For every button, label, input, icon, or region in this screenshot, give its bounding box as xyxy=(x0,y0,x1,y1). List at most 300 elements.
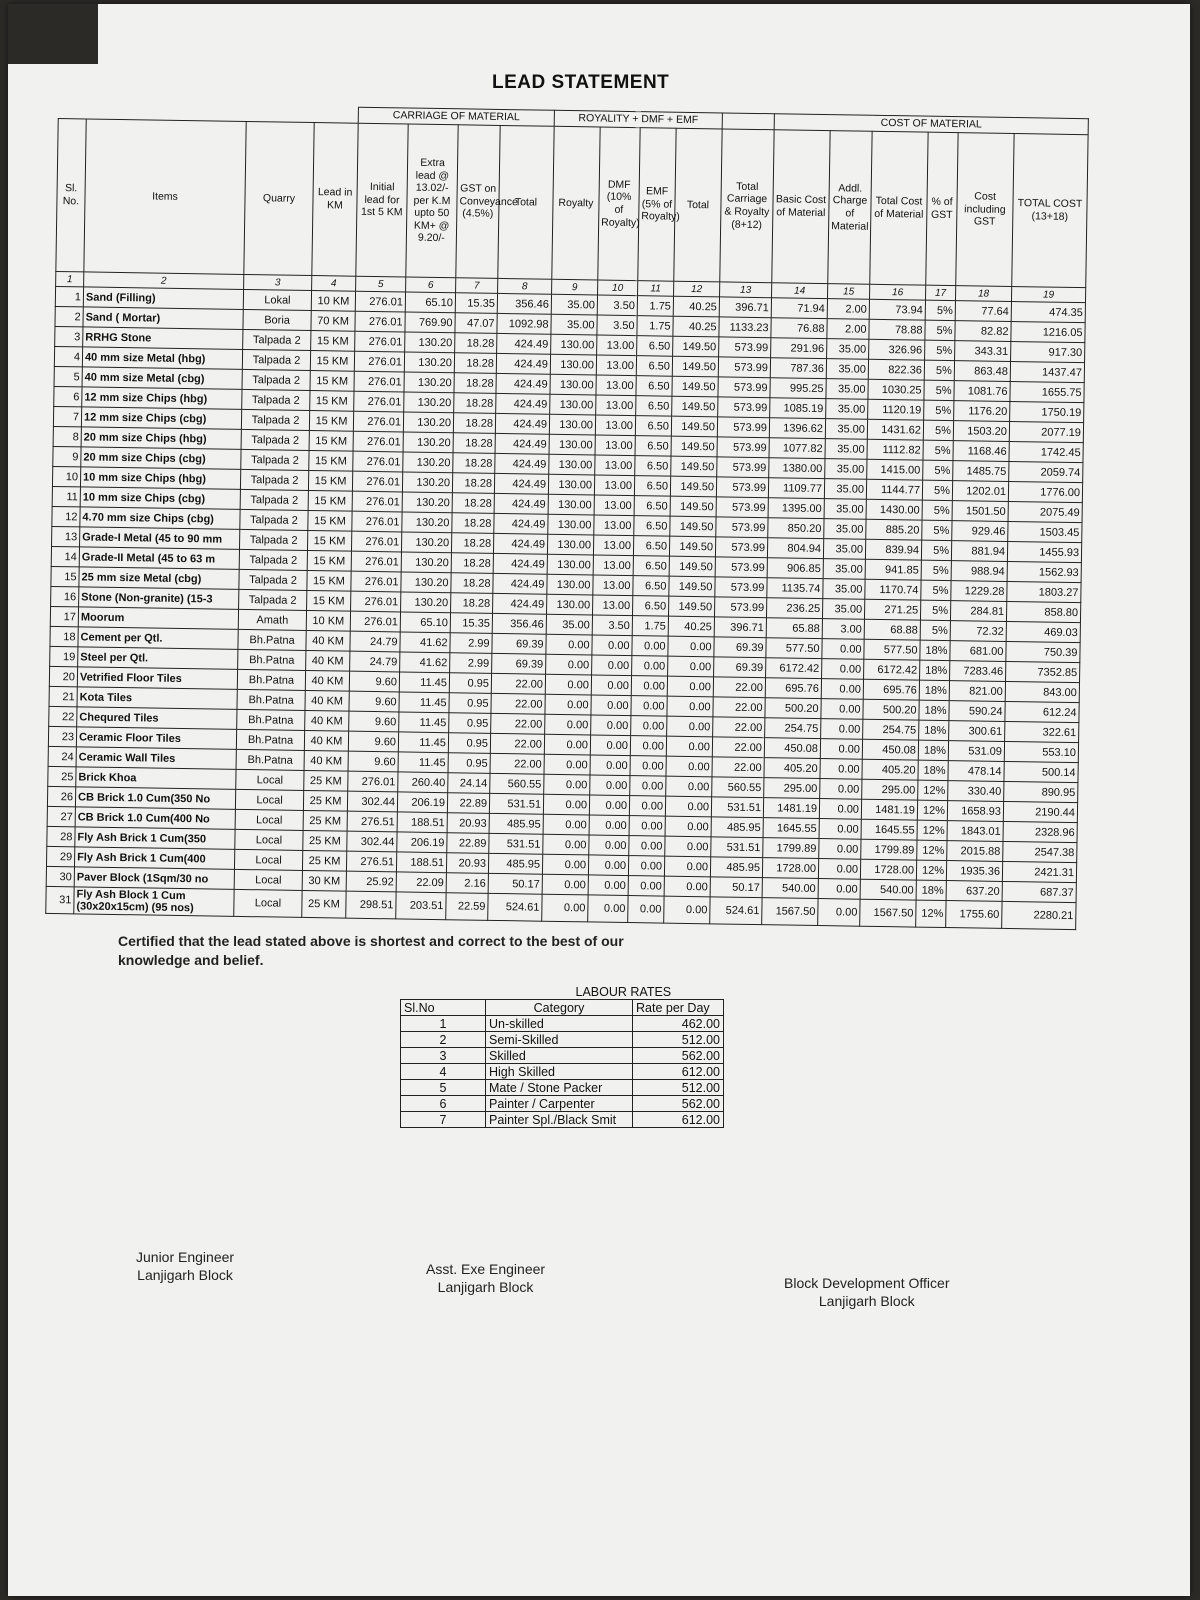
table-cell: 5% xyxy=(925,340,955,360)
table-cell: 1170.74 xyxy=(865,579,921,600)
table-cell: Local xyxy=(236,769,304,790)
table-cell: 9.60 xyxy=(349,711,399,732)
table-cell: Bh.Patna xyxy=(237,669,305,690)
table-cell: 1935.36 xyxy=(946,861,1002,882)
table-cell: 1168.46 xyxy=(953,441,1009,462)
table-cell: 11.45 xyxy=(398,732,448,753)
table-cell: Bh.Patna xyxy=(236,729,304,750)
table-cell: 1645.55 xyxy=(763,818,819,839)
table-cell: 295.00 xyxy=(862,779,918,800)
table-cell: 863.48 xyxy=(954,361,1010,382)
table-cell: 524.61 xyxy=(710,897,762,925)
table-cell: 13.00 xyxy=(594,495,634,516)
column-header: EMF (5% of Royalty) xyxy=(638,128,676,282)
table-cell: 5% xyxy=(921,540,951,560)
table-cell: 573.99 xyxy=(717,437,769,458)
table-cell: 424.49 xyxy=(495,453,549,474)
table-cell: 0.00 xyxy=(630,776,666,797)
table-cell: 149.50 xyxy=(671,416,717,437)
labour-row xyxy=(401,1096,724,1112)
table-cell: 13.00 xyxy=(593,535,633,556)
table-cell: 15 KM xyxy=(308,470,352,491)
table-cell: 130.20 xyxy=(404,392,454,413)
table-cell: 6 xyxy=(54,386,82,406)
table-cell: 25 KM xyxy=(303,830,347,851)
table-cell: 577.50 xyxy=(864,639,920,660)
labour-row xyxy=(401,1112,724,1128)
table-cell: 6.50 xyxy=(635,436,671,457)
table-cell: 531.51 xyxy=(489,793,543,814)
table-cell: 681.00 xyxy=(950,641,1006,662)
table-cell: 35.00 xyxy=(824,519,866,540)
labour-cell: 7 xyxy=(401,1112,486,1128)
table-cell: 35.00 xyxy=(546,614,592,635)
table-cell: 10 KM xyxy=(306,610,350,631)
table-cell: 13.00 xyxy=(596,355,636,376)
table-cell: 612.24 xyxy=(1005,701,1079,722)
table-cell: 573.99 xyxy=(716,477,768,498)
table-cell: 0.00 xyxy=(544,734,590,755)
table-cell: 15 KM xyxy=(309,450,353,471)
table-cell: 40 mm size Metal (cbg) xyxy=(82,367,242,390)
table-cell: 71.94 xyxy=(771,298,827,319)
table-cell: 19 xyxy=(50,646,78,666)
labour-cell: 6 xyxy=(401,1096,486,1112)
table-cell: 40 KM xyxy=(305,670,349,691)
table-cell: 300.61 xyxy=(949,721,1005,742)
table-cell: Talpada 2 xyxy=(239,569,307,590)
table-cell: 531.51 xyxy=(711,797,763,818)
signature-block-development-officer xyxy=(784,1274,949,1310)
table-cell: 0.00 xyxy=(820,759,862,780)
table-cell: 424.49 xyxy=(497,333,551,354)
table-cell: Bh.Patna xyxy=(236,749,304,770)
table-cell: 18.28 xyxy=(454,353,496,374)
table-cell: 30 KM xyxy=(302,870,346,891)
table-cell: 804.94 xyxy=(767,538,823,559)
table-cell: 885.20 xyxy=(866,519,922,540)
labour-row xyxy=(401,1048,724,1064)
column-index: 4 xyxy=(312,276,356,292)
table-cell: 15 KM xyxy=(307,530,351,551)
table-cell: 22.89 xyxy=(447,793,489,814)
table-cell: 276.01 xyxy=(353,411,403,432)
table-cell: 1776.00 xyxy=(1008,481,1082,502)
table-cell: 0.00 xyxy=(545,674,591,695)
table-cell: 3.00 xyxy=(822,619,864,640)
labour-cell: 562.00 xyxy=(633,1048,724,1064)
table-cell: 6172.42 xyxy=(864,659,920,680)
table-cell: 0.00 xyxy=(592,635,632,656)
table-cell: 0.95 xyxy=(448,733,490,754)
table-cell: 20 xyxy=(49,666,77,686)
table-cell: 695.76 xyxy=(863,679,919,700)
table-cell: 18.28 xyxy=(451,573,493,594)
table-cell: 1481.19 xyxy=(763,798,819,819)
table-cell: 130.20 xyxy=(404,372,454,393)
table-cell: 7 xyxy=(53,406,81,426)
table-cell: 0.00 xyxy=(543,814,589,835)
labour-rates-panel xyxy=(400,984,724,1128)
table-cell: Talpada 2 xyxy=(240,489,308,510)
table-cell: 10 mm size Chips (hbg) xyxy=(80,467,240,490)
table-cell: 276.01 xyxy=(352,471,402,492)
table-cell: Local xyxy=(235,829,303,850)
table-cell: 47.07 xyxy=(455,313,497,334)
table-cell: 40.25 xyxy=(668,616,714,637)
table-cell: 0.00 xyxy=(668,636,714,657)
table-cell: 18% xyxy=(919,720,949,740)
table-cell: 0.00 xyxy=(546,634,592,655)
labour-row xyxy=(401,1016,724,1032)
table-cell: 18% xyxy=(916,880,946,900)
table-cell: 0.00 xyxy=(542,854,588,875)
table-cell: 130.00 xyxy=(550,394,596,415)
table-cell: 12% xyxy=(918,780,948,800)
table-cell: 906.85 xyxy=(767,558,823,579)
column-index: 8 xyxy=(498,278,552,294)
table-cell: 254.75 xyxy=(863,719,919,740)
table-cell: 995.25 xyxy=(770,378,826,399)
table-cell: 260.40 xyxy=(398,772,448,793)
table-cell: Grade-II Metal (45 to 63 m xyxy=(79,547,239,570)
table-cell: 0.00 xyxy=(543,794,589,815)
table-cell: 130.00 xyxy=(549,434,595,455)
table-cell: 18.28 xyxy=(455,333,497,354)
table-cell: 822.36 xyxy=(868,359,924,380)
table-cell: 0.00 xyxy=(819,839,861,860)
table-cell: 130.20 xyxy=(401,532,451,553)
table-cell: 130.00 xyxy=(548,514,594,535)
table-cell: 17 xyxy=(50,606,78,626)
table-cell: 0.00 xyxy=(629,816,665,837)
royalty-group-header: ROYALITY + DMF + EMF xyxy=(554,110,722,129)
table-cell: 5% xyxy=(924,400,954,420)
signature-office: Lanjigarh Block xyxy=(818,1293,915,1310)
table-cell: 276.51 xyxy=(346,851,396,872)
table-cell: 35.00 xyxy=(825,439,867,460)
signature-office: Lanjigarh Block xyxy=(437,1279,534,1296)
table-cell: 276.01 xyxy=(355,291,405,312)
table-cell: 1799.89 xyxy=(861,839,917,860)
table-cell: 276.51 xyxy=(347,811,397,832)
table-cell: 302.44 xyxy=(347,791,397,812)
table-cell: 1.75 xyxy=(637,296,673,317)
table-cell: 18% xyxy=(918,760,948,780)
column-header: Basic Cost of Material xyxy=(772,130,830,284)
table-cell: 0.00 xyxy=(664,876,710,897)
labour-cell: 512.00 xyxy=(633,1080,724,1096)
column-header: Initial lead for 1st 5 KM xyxy=(356,123,408,277)
table-cell: 40 KM xyxy=(305,690,349,711)
table-cell: 1503.20 xyxy=(953,421,1009,442)
table-cell: 12% xyxy=(917,840,947,860)
table-cell: 0.00 xyxy=(667,696,713,717)
table-cell: 130.20 xyxy=(401,592,451,613)
table-cell: 2015.88 xyxy=(947,841,1003,862)
table-cell: 0.00 xyxy=(668,656,714,677)
table-cell: 356.46 xyxy=(492,613,546,634)
labour-row xyxy=(401,1080,724,1096)
table-cell: Ceramic Wall Tiles xyxy=(76,747,236,770)
column-header: Total xyxy=(674,128,722,282)
table-cell: 18.28 xyxy=(452,493,494,514)
table-cell: 15 KM xyxy=(309,410,353,431)
lead-statement-table xyxy=(45,102,1089,930)
table-cell: Brick Khoa xyxy=(76,767,236,790)
table-cell: 11.45 xyxy=(399,692,449,713)
table-cell: 424.49 xyxy=(494,473,548,494)
table-cell: 2280.21 xyxy=(1002,901,1076,929)
table-cell: 25 KM xyxy=(303,810,347,831)
table-cell: 485.95 xyxy=(710,857,762,878)
table-cell: 6.50 xyxy=(634,476,670,497)
table-cell: 6.50 xyxy=(633,556,669,577)
table-cell: 2.99 xyxy=(450,633,492,654)
table-cell: 988.94 xyxy=(951,561,1007,582)
table-cell: 18.28 xyxy=(452,513,494,534)
table-cell: 5% xyxy=(921,560,951,580)
table-cell: 9.60 xyxy=(349,691,399,712)
table-cell: 424.49 xyxy=(494,493,548,514)
table-cell: 0.95 xyxy=(449,713,491,734)
table-cell: 15 xyxy=(51,566,79,586)
table-cell: Ceramic Floor Tiles xyxy=(76,727,236,750)
table-cell: 524.61 xyxy=(488,893,542,921)
table-cell: 50.17 xyxy=(710,877,762,898)
table-cell: 130.20 xyxy=(402,512,452,533)
column-index: 5 xyxy=(356,276,406,292)
table-cell: 326.96 xyxy=(869,339,925,360)
labour-rates-table xyxy=(400,984,724,1128)
table-cell: 2077.19 xyxy=(1009,421,1083,442)
table-cell: 0.00 xyxy=(665,816,711,837)
table-cell: 6.50 xyxy=(636,356,672,377)
table-cell: Boria xyxy=(243,309,311,330)
table-cell: 35.00 xyxy=(827,339,869,360)
table-cell: 254.75 xyxy=(765,718,821,739)
table-cell: 16 xyxy=(51,586,79,606)
table-cell: 531.09 xyxy=(948,741,1004,762)
table-cell: 0.00 xyxy=(628,896,664,924)
table-cell: 40 KM xyxy=(304,730,348,751)
table-cell: 130.00 xyxy=(550,374,596,395)
background-corner xyxy=(8,4,98,64)
table-cell: 5% xyxy=(925,300,955,320)
table-cell: 12% xyxy=(916,900,946,928)
table-cell: 1750.19 xyxy=(1010,401,1084,422)
table-cell: 0.00 xyxy=(665,796,711,817)
table-cell: 35.00 xyxy=(823,559,865,580)
table-cell: 5% xyxy=(923,440,953,460)
table-cell: 35.00 xyxy=(822,599,864,620)
table-cell: 276.01 xyxy=(351,571,401,592)
table-cell: 0.00 xyxy=(543,834,589,855)
table-cell: 130.20 xyxy=(403,412,453,433)
labour-cell: 1 xyxy=(401,1016,486,1032)
table-cell: 40 mm size Metal (hbg) xyxy=(82,347,242,370)
table-cell: 12% xyxy=(917,800,947,820)
column-index: 9 xyxy=(552,279,598,295)
table-cell: 0.00 xyxy=(820,779,862,800)
table-cell: 21 xyxy=(49,686,77,706)
table-cell: 24 xyxy=(48,746,76,766)
column-header: Extra lead @ 13.02/- per K.M upto 50 KM+ @ 9.20/- xyxy=(406,124,458,278)
table-cell: 0.00 xyxy=(589,795,629,816)
table-cell: 12 mm size Chips (cbg) xyxy=(81,407,241,430)
table-cell: 76.88 xyxy=(771,318,827,339)
table-cell: Talpada 2 xyxy=(242,349,310,370)
table-cell: 15 KM xyxy=(309,430,353,451)
table-cell: 18.28 xyxy=(451,533,493,554)
table-cell: 26 xyxy=(47,786,75,806)
labour-cell: Mate / Stone Packer xyxy=(486,1080,633,1096)
column-index: 10 xyxy=(598,280,638,296)
table-cell: 18 xyxy=(50,626,78,646)
labour-row xyxy=(401,1064,724,1080)
table-cell: 149.50 xyxy=(671,436,717,457)
column-index: 13 xyxy=(720,282,772,298)
table-cell: 0.00 xyxy=(632,656,668,677)
table-cell: 40 KM xyxy=(306,630,350,651)
table-cell: 6.50 xyxy=(636,376,672,397)
table-cell: 130.00 xyxy=(549,414,595,435)
labour-cell: Un-skilled xyxy=(486,1016,633,1032)
column-index: 6 xyxy=(406,277,456,293)
table-cell: 1843.01 xyxy=(947,821,1003,842)
table-cell: 0.00 xyxy=(819,799,861,820)
table-cell: 1135.74 xyxy=(767,578,823,599)
table-cell: 881.94 xyxy=(951,541,1007,562)
signature-asst-exe-engineer xyxy=(426,1260,545,1296)
table-cell: 450.08 xyxy=(764,738,820,759)
table-cell: Talpada 2 xyxy=(241,429,309,450)
table-cell: 15.35 xyxy=(455,293,497,314)
table-cell: 1430.00 xyxy=(866,499,922,520)
table-cell: 0.00 xyxy=(542,894,588,922)
table-cell: 0.00 xyxy=(592,655,632,676)
table-cell: 769.90 xyxy=(405,312,455,333)
table-cell: 12 mm size Chips (hbg) xyxy=(82,387,242,410)
table-cell: 18.28 xyxy=(454,393,496,414)
table-cell: 22 xyxy=(49,706,77,726)
column-index: 2 xyxy=(84,272,244,290)
table-cell: 1501.50 xyxy=(952,501,1008,522)
table-cell: 0.00 xyxy=(588,855,628,876)
table-cell: 18% xyxy=(919,680,949,700)
table-cell: 130.00 xyxy=(548,474,594,495)
table-cell: 276.01 xyxy=(355,331,405,352)
table-cell: 573.99 xyxy=(716,517,768,538)
table-cell: 500.14 xyxy=(1004,761,1078,782)
table-cell: 25 KM xyxy=(302,890,346,918)
table-cell: 130.20 xyxy=(403,452,453,473)
table-cell: 41.62 xyxy=(400,652,450,673)
table-cell: 1.75 xyxy=(637,316,673,337)
table-cell: 424.49 xyxy=(495,413,549,434)
table-cell: 149.50 xyxy=(670,496,716,517)
table-cell: 69.39 xyxy=(492,653,546,674)
table-cell: 573.99 xyxy=(718,397,770,418)
signature-role: Block Development Officer xyxy=(784,1275,950,1291)
table-cell: Fly Ash Brick 1 Cum(350 xyxy=(75,827,235,850)
table-cell: 424.49 xyxy=(493,573,547,594)
table-cell: 28 xyxy=(47,826,75,846)
table-cell: Local xyxy=(234,889,302,917)
table-cell: 35.00 xyxy=(825,459,867,480)
table-cell: 130.20 xyxy=(405,332,455,353)
table-cell: 0.00 xyxy=(591,675,631,696)
document-page xyxy=(8,4,1190,1596)
table-cell: 1.75 xyxy=(632,616,668,637)
column-header: % of GST xyxy=(926,132,958,285)
table-cell: Talpada 2 xyxy=(242,389,310,410)
table-cell: 130.00 xyxy=(547,534,593,555)
table-cell: 295.00 xyxy=(764,778,820,799)
table-cell: 0.95 xyxy=(448,753,490,774)
table-cell: 424.49 xyxy=(496,373,550,394)
table-cell: 276.01 xyxy=(353,431,403,452)
table-cell: 236.25 xyxy=(766,598,822,619)
table-cell: 13.00 xyxy=(595,435,635,456)
table-cell: 0.00 xyxy=(819,819,861,840)
table-cell: 5% xyxy=(924,360,954,380)
table-cell: 22.00 xyxy=(491,673,545,694)
table-cell: 424.49 xyxy=(493,553,547,574)
table-cell: 72.32 xyxy=(950,621,1006,642)
table-cell: 40 KM xyxy=(305,710,349,731)
table-cell: 1481.19 xyxy=(861,799,917,820)
table-cell: 276.01 xyxy=(354,391,404,412)
table-cell: 3.50 xyxy=(592,615,632,636)
table-cell: 1567.50 xyxy=(860,899,916,927)
table-cell: 3.50 xyxy=(597,315,637,336)
table-cell: 0.00 xyxy=(820,739,862,760)
table-cell: 4.70 mm size Chips (cbg) xyxy=(80,507,240,530)
table-cell: 13 xyxy=(52,526,80,546)
labour-cell: Painter Spl./Black Smit xyxy=(486,1112,633,1128)
table-cell: 1216.05 xyxy=(1011,321,1085,342)
table-cell: 0.00 xyxy=(588,875,628,896)
table-cell: 405.20 xyxy=(764,758,820,779)
column-index: 3 xyxy=(244,274,312,290)
table-cell: 6.50 xyxy=(634,496,670,517)
table-cell: 821.00 xyxy=(949,681,1005,702)
table-cell: 203.51 xyxy=(396,892,446,920)
table-cell: 1176.20 xyxy=(954,401,1010,422)
table-cell: Bh.Patna xyxy=(238,629,306,650)
table-cell: 1437.47 xyxy=(1010,361,1084,382)
table-cell: RRHG Stone xyxy=(83,327,243,350)
table-cell: 25 mm size Metal (cbg) xyxy=(79,567,239,590)
table-cell: 41.62 xyxy=(400,632,450,653)
table-cell: 1133.23 xyxy=(719,317,771,338)
column-header: Total xyxy=(498,125,554,279)
table-cell: Bh.Patna xyxy=(237,709,305,730)
table-cell: 20.93 xyxy=(447,813,489,834)
labour-cell: 562.00 xyxy=(633,1096,724,1112)
table-cell: 0.00 xyxy=(590,755,630,776)
table-cell: 25.92 xyxy=(346,871,396,892)
table-cell: 65.88 xyxy=(766,618,822,639)
table-cell: 27 xyxy=(47,806,75,826)
table-cell: 1 xyxy=(55,286,83,306)
table-cell: 1077.82 xyxy=(769,438,825,459)
table-cell: 0.00 xyxy=(665,836,711,857)
table-cell: 1229.28 xyxy=(951,581,1007,602)
table-cell: 0.00 xyxy=(591,715,631,736)
table-cell: 35.00 xyxy=(551,314,597,335)
